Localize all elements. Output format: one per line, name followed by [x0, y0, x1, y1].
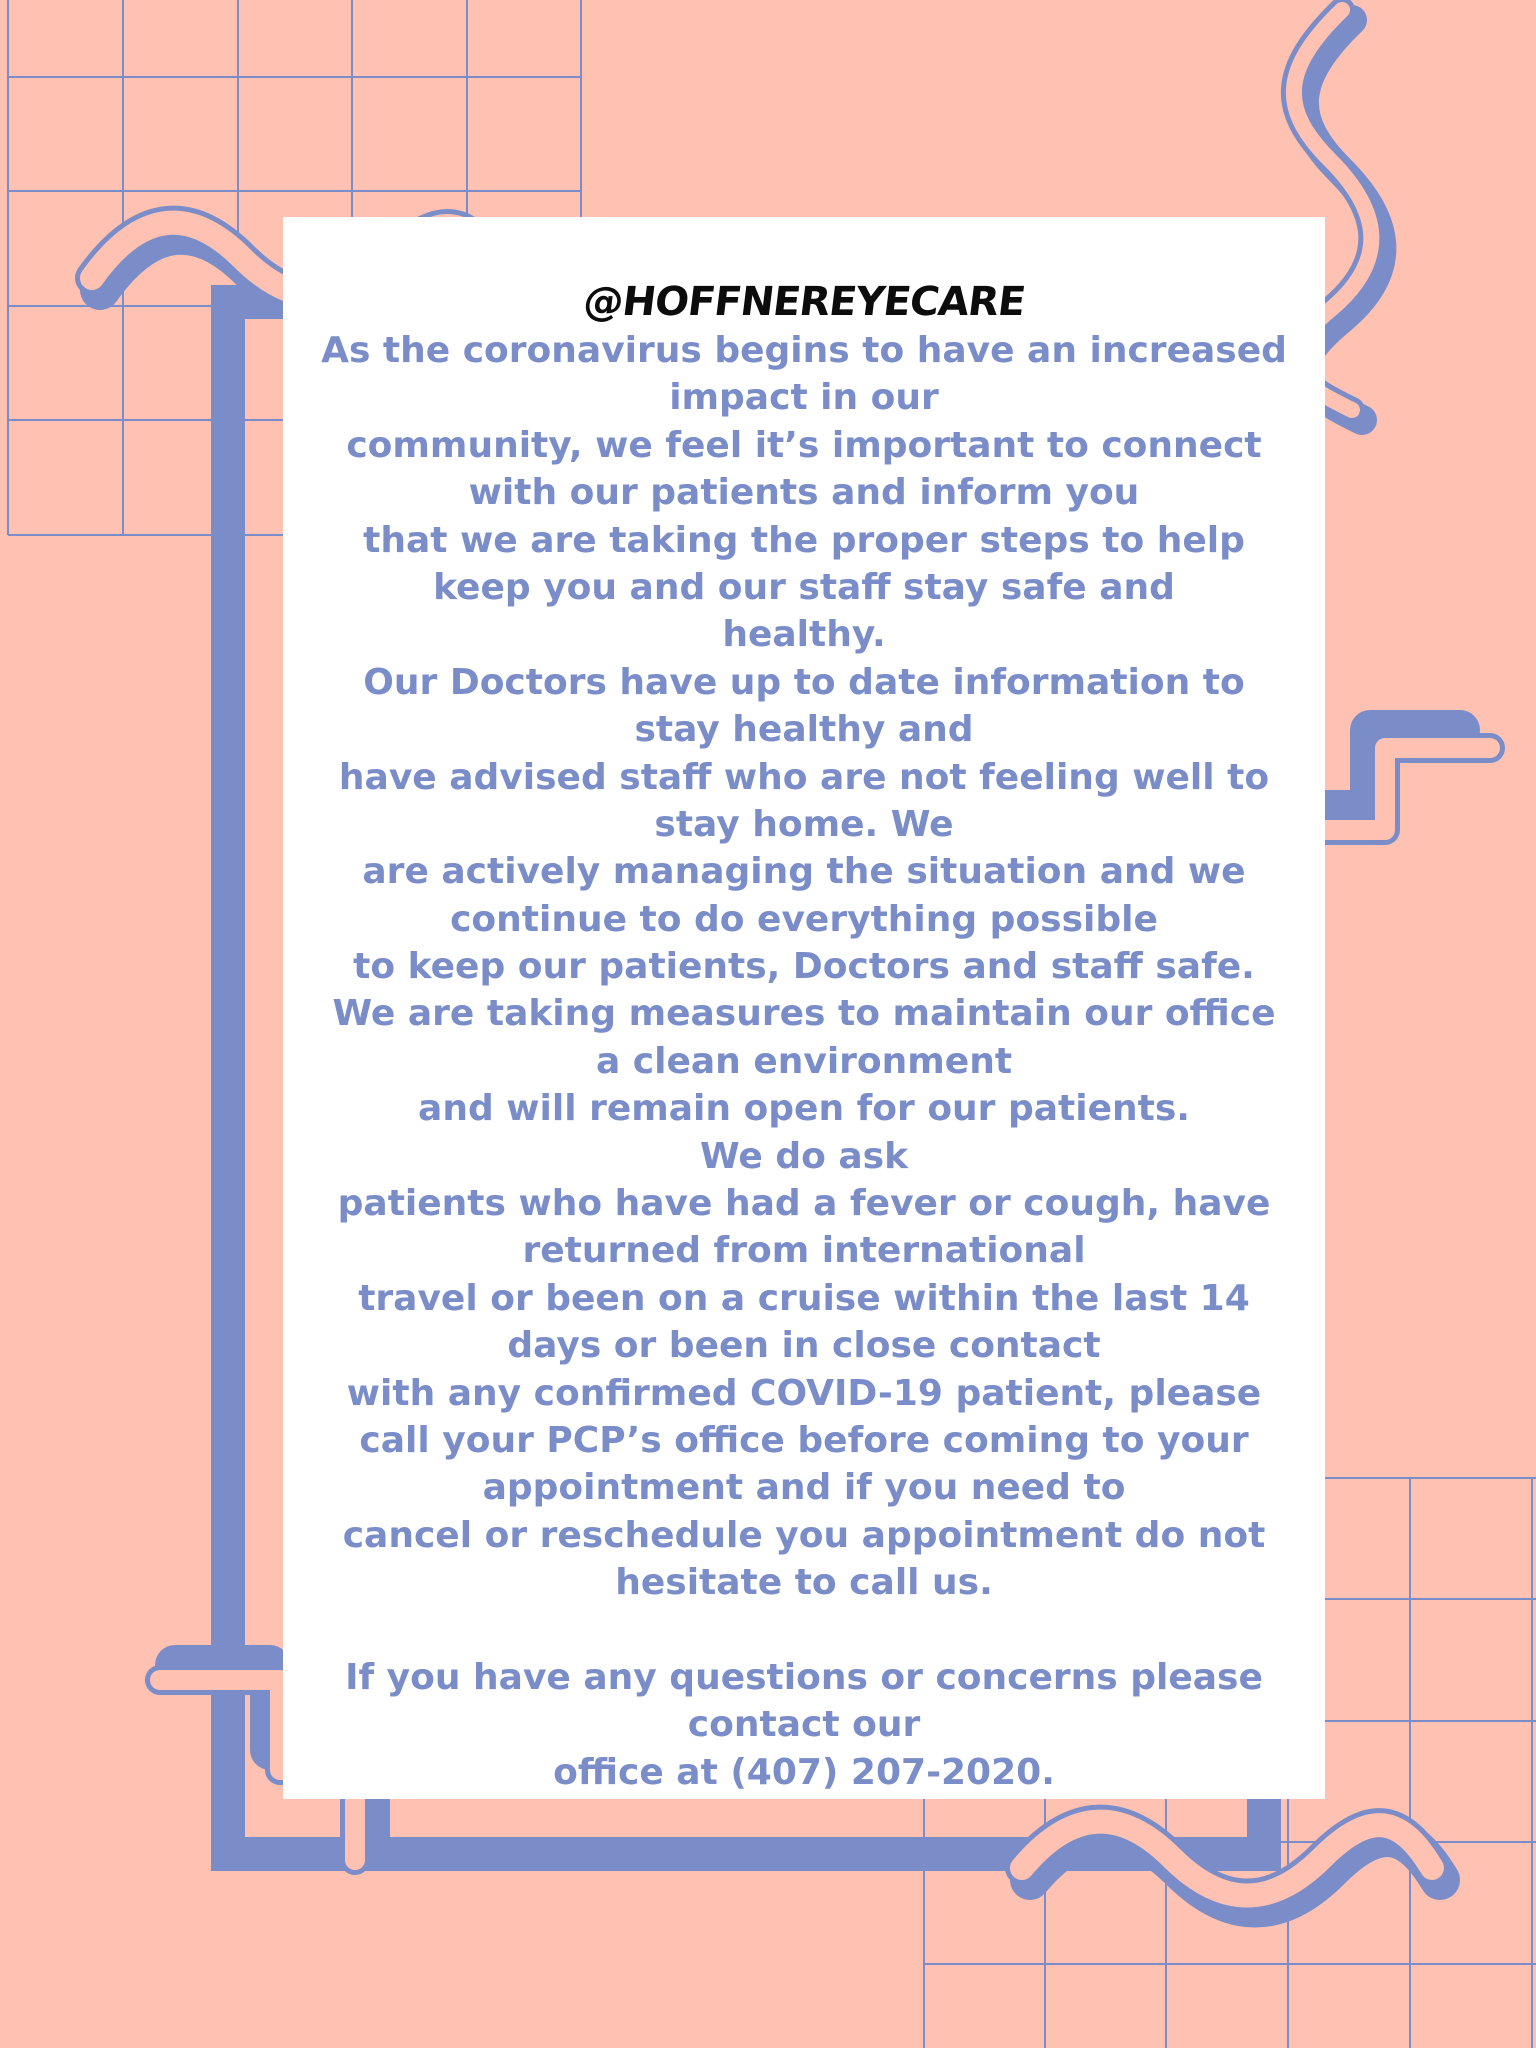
- social-handle: @HOFFNEREYECARE: [580, 279, 1028, 325]
- notice-line: cancel or reschedule you appointment do not: [342, 1514, 1266, 1556]
- notice-line: and will remain open for our patients.: [418, 1088, 1190, 1130]
- blank-line: [313, 1607, 1295, 1654]
- notice-line: We do ask: [699, 1135, 909, 1177]
- notice-line: returned from international: [522, 1230, 1086, 1272]
- notice-line: office at (407) 207-2020.: [553, 1751, 1055, 1793]
- notice-line: We are taking measures to maintain our office: [332, 993, 1276, 1035]
- notice-line: call your PCP’s office before coming to your: [359, 1419, 1249, 1461]
- notice-line: continue to do everything possible: [450, 898, 1158, 940]
- notice-line: keep you and our staff stay safe and: [433, 566, 1175, 608]
- notice-line: to keep our patients, Doctors and staff safe.: [353, 946, 1255, 988]
- notice-line: As the coronavirus begins to have an increased: [321, 330, 1287, 371]
- notice-line: travel or been on a cruise within the last 14: [358, 1277, 1250, 1319]
- notice-line: community, we feel it’s important to connect: [346, 424, 1262, 466]
- notice-line: with our patients and inform you: [468, 472, 1140, 514]
- notice-line: stay healthy and: [634, 709, 974, 751]
- notice-card: [283, 217, 1325, 1799]
- notice-line: stay home. We: [654, 803, 954, 845]
- notice-line: are actively managing the situation and we: [362, 851, 1246, 893]
- notice-line: healthy.: [722, 614, 886, 656]
- notice-line: appointment and if you need to: [482, 1467, 1126, 1509]
- notice-line: with any confirmed COVID-19 patient, please: [346, 1372, 1262, 1414]
- notice-line: hesitate to call us.: [615, 1562, 993, 1604]
- notice-line: that we are taking the proper steps to help: [363, 519, 1245, 561]
- notice-line: have advised staff who are not feeling well to: [338, 756, 1270, 798]
- notice-line: patients who have had a fever or cough, have: [337, 1183, 1271, 1225]
- notice-line: contact our: [687, 1704, 921, 1746]
- notice-line: impact in our: [669, 377, 939, 419]
- notice-line: a clean environment: [595, 1040, 1013, 1082]
- notice-line: If you have any questions or concerns please: [345, 1656, 1263, 1698]
- notice-line: Our Doctors have up to date information to: [363, 661, 1245, 703]
- notice-line: days or been in close contact: [507, 1325, 1101, 1367]
- notice-body: [313, 327, 1295, 1796]
